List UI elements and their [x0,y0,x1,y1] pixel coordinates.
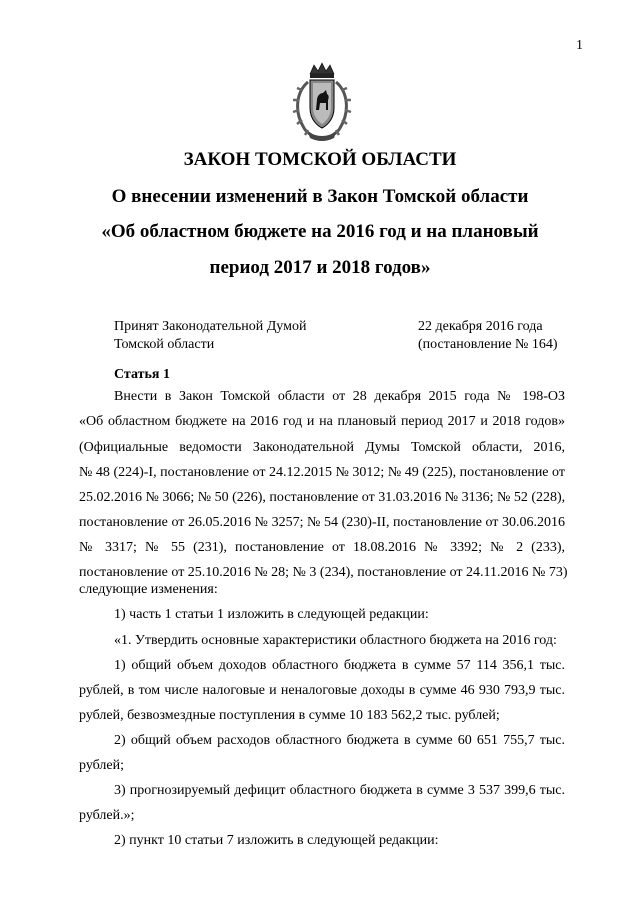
body-line: № 3317; № 55 (231), постановление от 18.08.2016 № 3392; № 2 (233), [79,540,565,555]
adoption-date-line-2: (постановление № 164) [418,337,558,352]
adoption-date [418,318,558,354]
body-line: постановление от 25.10.2016 № 28; № 3 (234), постановление от 24.11.2016 № 73) [79,565,568,580]
body-line: 1) общий объем доходов областного бюджета в сумме 57 114 356,1 тыс. [114,658,565,673]
body-line: «1. Утвердить основные характеристики областного бюджета на 2016 год: [114,633,557,648]
article-heading: Статья 1 [114,367,170,382]
law-subtitle-line-2: «Об областном бюджете на 2016 год и на плановый [101,221,539,242]
body-line: следующие изменения: [79,582,218,597]
adopted-by-line-1: Принят Законодательной Думой [114,319,307,334]
body-line: рублей, безвозмездные поступления в сумме 10 183 562,2 тыс. рублей; [79,708,500,723]
body-line: 2) пункт 10 статьи 7 изложить в следующей редакции: [114,833,439,848]
adopted-by [114,318,306,354]
body-line: № 48 (224)-I, постановление от 24.12.2015 № 3012; № 49 (225), постановление от [79,465,565,480]
body-line: 2) общий объем расходов областного бюджета в сумме 60 651 755,7 тыс. [114,733,565,748]
body-line: рублей.»; [79,808,135,823]
page-number: 1 [576,38,583,53]
body-line: постановление от 26.05.2016 № 3257; № 54 (230)-II, постановление от 30.06.2016 [79,515,565,530]
body-line: 3) прогнозируемый дефицит областного бюджета в сумме 3 537 399,6 тыс. [114,783,565,798]
body-line: Внести в Закон Томской области от 28 декабря 2015 года № 198-ОЗ [114,389,565,404]
adopted-by-line-2: Томской области [114,337,215,352]
body-line: 25.02.2016 № 3066; № 50 (226), постановление от 31.03.2016 № 3136; № 52 (228), [79,490,566,505]
coat-of-arms-icon [286,60,358,142]
body-line: рублей; [79,758,124,773]
body-line: рублей, в том числе налоговые и неналоговые доходы в сумме 46 930 793,9 тыс. [79,683,565,698]
law-title: ЗАКОН ТОМСКОЙ ОБЛАСТИ [183,149,457,170]
adoption-date-line-1: 22 декабря 2016 года [418,319,543,334]
law-subtitle-line-1: О внесении изменений в Закон Томской области [111,186,529,207]
body-line: «Об областном бюджете на 2016 год и на плановый период 2017 и 2018 годов» [79,414,565,429]
body-line: 1) часть 1 статьи 1 изложить в следующей редакции: [114,607,429,622]
law-subtitle-line-3: период 2017 и 2018 годов» [209,257,431,278]
body-line: (Официальные ведомости Законодательной Думы Томской области, 2016, [79,440,565,455]
